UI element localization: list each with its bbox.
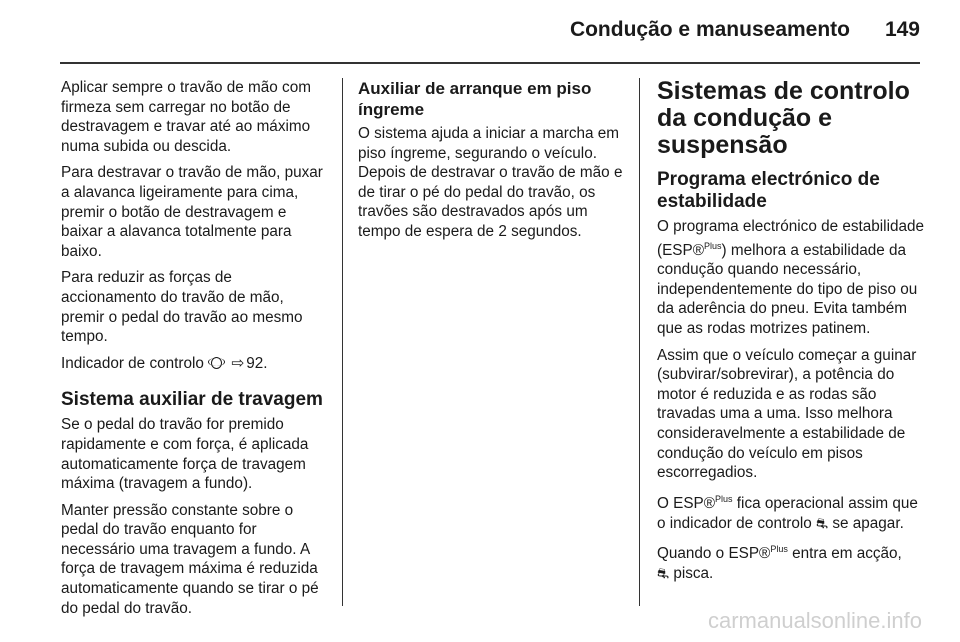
column-divider (342, 78, 343, 606)
paragraph-text: O programa electrónico de estabilidade (ESP® (657, 218, 925, 259)
paragraph: O sistema ajuda a iniciar a marcha em piso íngreme, segurando o veículo. Depois de destravar o travão de mão e de tirar o pé do pedal do travão, os travões são destravados após um tempo de espera de 2 segundos. (358, 125, 623, 240)
paragraph-text: Quando o ESP® (657, 545, 771, 563)
paragraph (657, 540, 925, 583)
paragraph: Assim que o veículo começar a guinar (subvirar/sobrevirar), a potência do motor é reduzida e as rodas são travadas uma a uma. Isso melhora consideravelmente a estabilidade de condução do veículo em pisos escorregadios. (657, 346, 917, 482)
paragraph-text: fica operacional assim que o indicador de controlo (657, 494, 918, 532)
column-right (657, 78, 925, 590)
paragraph-text: entra em acção, (787, 545, 902, 563)
page-reference[interactable]: 92. (246, 354, 268, 372)
paragraph: Manter pressão constante sobre o pedal do travão enquanto for necessário uma travagem a fundo. A força de travagem máxima é reduzida automaticamente quando se tirar o pé do pedal do travão. (61, 501, 319, 617)
esp-car-skid-icon: ⛐ (816, 514, 829, 531)
section-heading: Sistema auxiliar de travagem (61, 389, 323, 411)
section-heading: Auxiliar de arranque em piso íngreme (358, 79, 592, 119)
column-middle (358, 78, 626, 249)
header-divider (60, 62, 920, 64)
watermark: carmanualsonline.info (707, 608, 922, 633)
paragraph (657, 217, 925, 339)
column-divider (639, 78, 640, 606)
paragraph-text: Indicador de controlo (61, 354, 204, 372)
section-heading: Programa electrónico de estabilidade (657, 169, 880, 212)
paragraph-text: pisca. (673, 564, 714, 582)
paragraph: Para destravar o travão de mão, puxar a alavanca ligeiramente para cima, premir o botão de destravagem e baixar a alavanca totalmente para baixo. (61, 164, 323, 260)
chapter-title: Condução e manuseamento (569, 18, 850, 41)
page-header (0, 0, 960, 62)
chapter-heading: Sistemas de controlo da condução e suspensão (657, 77, 910, 159)
superscript: Plus (770, 544, 788, 555)
superscript: Plus (703, 240, 722, 251)
paragraph-text: ) melhora a estabilidade da condução quando necessário, independentemente do tipo de piso ou da aderência do pneu. Evita também que as rodas motrizes patinem. (657, 241, 918, 338)
paragraph (61, 354, 331, 374)
paragraph: Se o pedal do travão for premido rapidamente e com força, é aplicada automaticamente força de travagem máxima (travagem a fundo). (61, 416, 309, 493)
paragraph: Para reduzir as forças de accionamento do travão de mão, premir o pedal do travão ao mesmo tempo. (61, 269, 303, 346)
brake-warning-lamp-icon (208, 356, 223, 370)
esp-car-skid-icon: ⛐ (657, 564, 670, 581)
paragraph-text: O ESP® (657, 494, 716, 512)
paragraph (657, 490, 925, 533)
paragraph-text: se apagar. (832, 514, 904, 532)
page-reference-arrow-icon: ⇨ (231, 354, 245, 372)
page-number: 149 (884, 18, 920, 41)
paragraph: Aplicar sempre o travão de mão com firmeza sem carregar no botão de destravagem e travar até ao máximo numa subida ou descida. (61, 79, 311, 155)
superscript: Plus (715, 493, 733, 504)
column-left (61, 78, 331, 625)
